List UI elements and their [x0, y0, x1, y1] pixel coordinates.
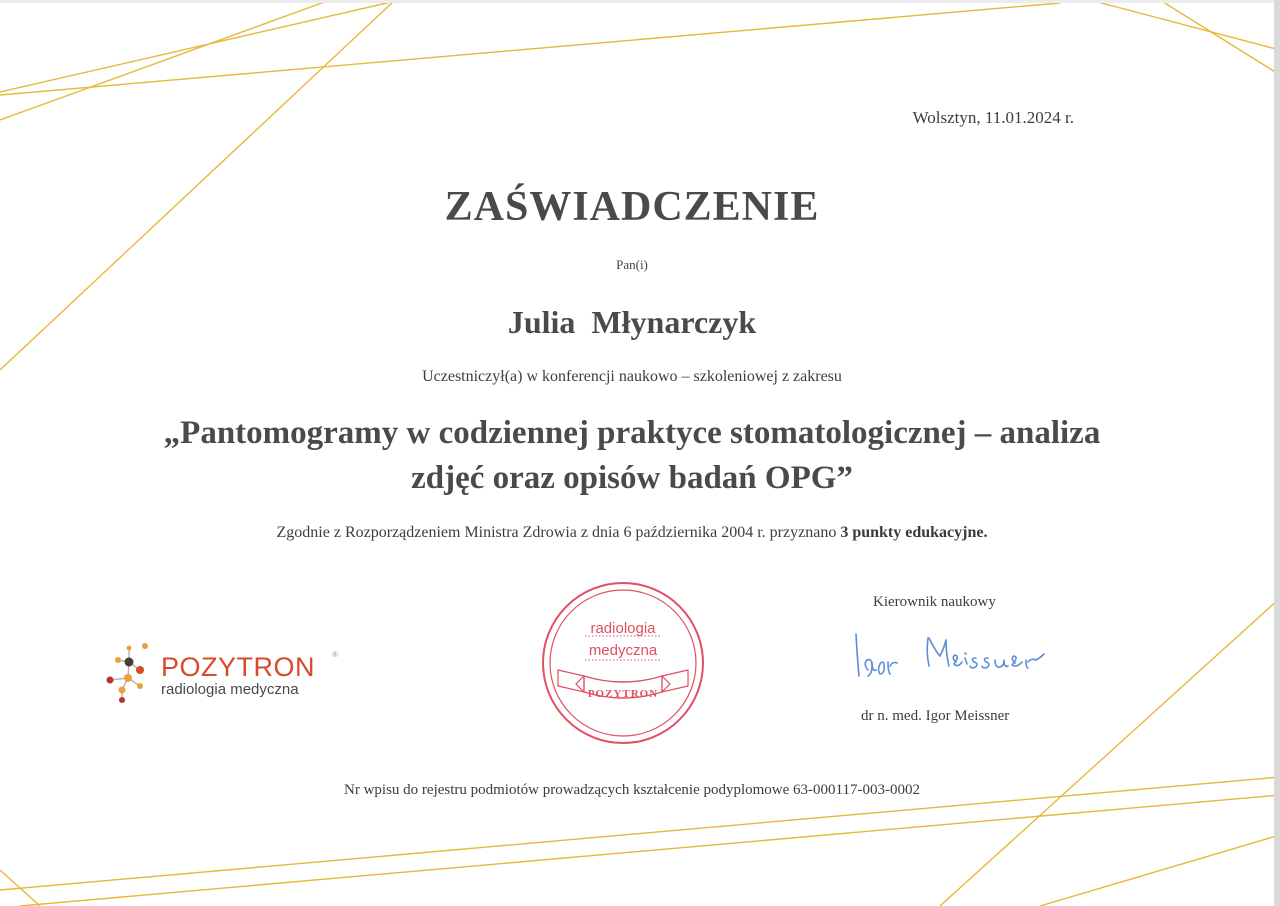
- company-stamp: [540, 580, 706, 746]
- scan-top-edge: [0, 0, 1280, 3]
- stamp-ribbon-text: POZYTRON: [587, 688, 659, 700]
- signer-role: Kierownik naukowy: [873, 594, 996, 610]
- stamp-ring: [540, 580, 706, 746]
- issue-date: Wolsztyn, 11.01.2024 r.: [912, 108, 1074, 127]
- salutation: Pan(i): [616, 257, 648, 272]
- regulation-text: Zgodnie z Rozporządzeniem Ministra Zdrowia z dnia 6 października 2004 r. przyznano: [276, 524, 841, 541]
- logo-brand-name: POZYTRON: [161, 652, 316, 682]
- recipient-name: Julia Młynarczyk: [507, 304, 757, 340]
- logo-subtitle: radiologia medyczna: [161, 681, 299, 698]
- molecule-icon: [100, 640, 158, 706]
- course-title: [60, 411, 1204, 501]
- course-title-line-1: „Pantomogramy w codziennej praktyce stomatologicznej – analiza: [163, 415, 1101, 451]
- scan-right-edge: [1274, 0, 1280, 906]
- signer-name: dr n. med. Igor Meissner: [861, 708, 1010, 724]
- registry-number: Nr wpisu do rejestru podmiotów prowadzących kształcenie podyplomowe 63-000117-003-0002: [344, 782, 920, 798]
- stamp-line-2: medyczna: [588, 642, 658, 659]
- participation-text: Uczestniczył(a) w konferencji naukowo – szkoleniowej z zakresu: [422, 368, 842, 385]
- registered-mark: ®: [332, 650, 338, 659]
- regulation-statement: [0, 524, 1264, 542]
- stamp-line-1: radiologia: [590, 620, 656, 637]
- course-title-line-2: zdjęć oraz opisów badań OPG”: [411, 460, 853, 496]
- pozytron-logo: [100, 640, 350, 710]
- handwritten-signature: [850, 630, 1050, 692]
- education-points: 3 punkty edukacyjne.: [840, 524, 988, 541]
- certificate-title: ZAŚWIADCZENIE: [444, 184, 820, 230]
